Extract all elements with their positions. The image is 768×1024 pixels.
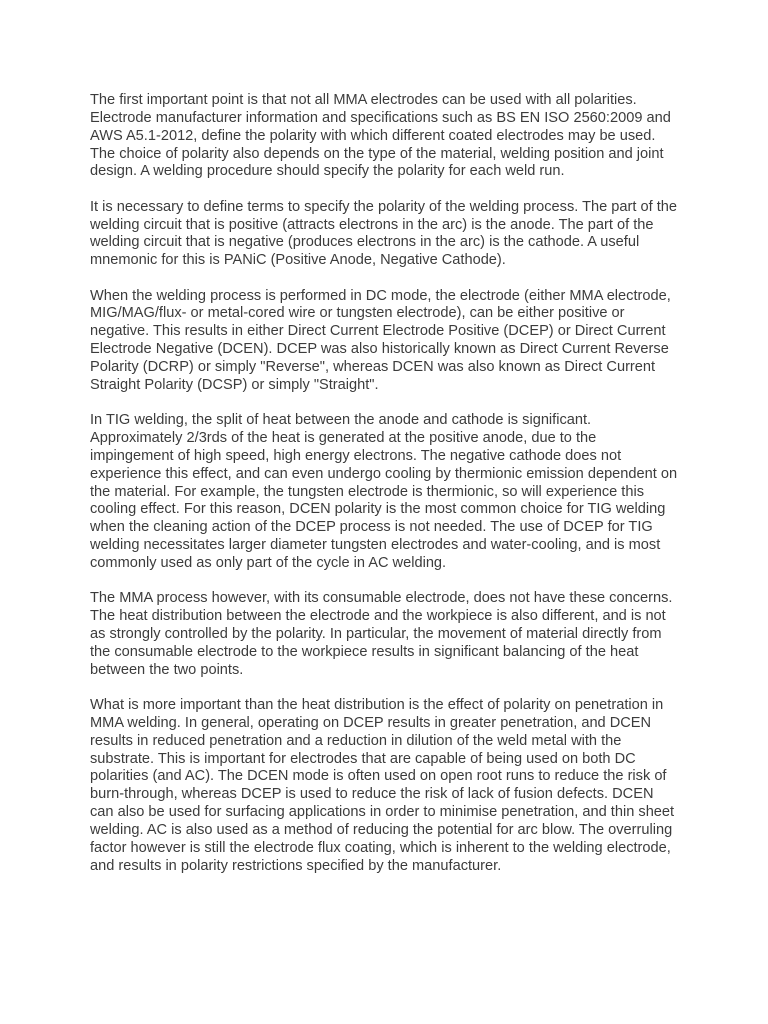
paragraph-penetration: What is more important than the heat distribution is the effect of polarity on penetration in MMA welding. In general, operating on DCEP results in greater penetration, and DCEN results in reduced penetration and a reduction in dilution of the weld metal with the substrate. This is important for electrodes that are capable of being used on both DC polarities (and AC). The DCEN mode is often used on open root runs to reduce the risk of burn-through, whereas DCEP is used to reduce the risk of lack of fusion defects. DCEN can also be used for surfacing applications in order to minimise penetration, and thin sheet welding. AC is also used as a method of reducing the potential for arc blow. The overruling factor however is still the electrode flux coating, which is inherent to the welding electrode, and results in polarity restrictions specified by the manufacturer. (90, 696, 675, 874)
document-body (90, 92, 680, 893)
paragraph-dc-mode: When the welding process is performed in DC mode, the electrode (either MMA electrode, MIG/MAG/flux- or metal-cored wire or tungsten electrode), can be either positive or negative. This results in either Direct Current Electrode Positive (DCEP) or Direct Current Electrode Negative (DCEN). DCEP was also historically known as Direct Current Reverse Polarity (DCRP) or simply "Reverse", whereas DCEN was also known as Direct Current Straight Polarity (DCSP) or simply "Straight". (90, 287, 671, 393)
paragraph-mma-process: The MMA process however, with its consumable electrode, does not have these concerns. The heat distribution between the electrode and the workpiece is also different, and is not as strongly controlled by the polarity. In particular, the movement of material directly from the consumable electrode to the workpiece results in significant balancing of the heat between the two points. (90, 590, 673, 678)
paragraph-tig-welding: In TIG welding, the split of heat between the anode and cathode is significant. Approximately 2/3rds of the heat is generated at the positive anode, due to the impingement of high speed, high energy electrons. The negative cathode does not experience this effect, and can even undergo cooling by thermionic emission dependent on the material. For example, the tungsten electrode is thermionic, so will experience this cooling effect. For this reason, DCEN polarity is the most common choice for TIG welding when the cleaning action of the DCEP process is not needed. The use of DCEP for TIG welding necessitates larger diameter tungsten electrodes and water-cooling, and is most commonly used as only part of the cycle in AC welding. (90, 412, 678, 571)
paragraph-anode-cathode-terms: It is necessary to define terms to specify the polarity of the welding process. The part of the welding circuit that is positive (attracts electrons in the arc) is the anode. The part of the welding circuit that is negative (produces electrons in the arc) is the cathode. A useful mnemonic for this is PANiC (Positive Anode, Negative Cathode). (90, 198, 678, 269)
paragraph-polarity-intro: The first important point is that not all MMA electrodes can be used with all polarities. Electrode manufacturer information and specifications such as BS EN ISO 2560:2009 and AWS A5.1-2012, define the polarity with which different coated electrodes may be used. The choice of polarity also depends on the type of the material, welding position and joint design. A welding procedure should specify the polarity for each weld run. (90, 92, 671, 180)
